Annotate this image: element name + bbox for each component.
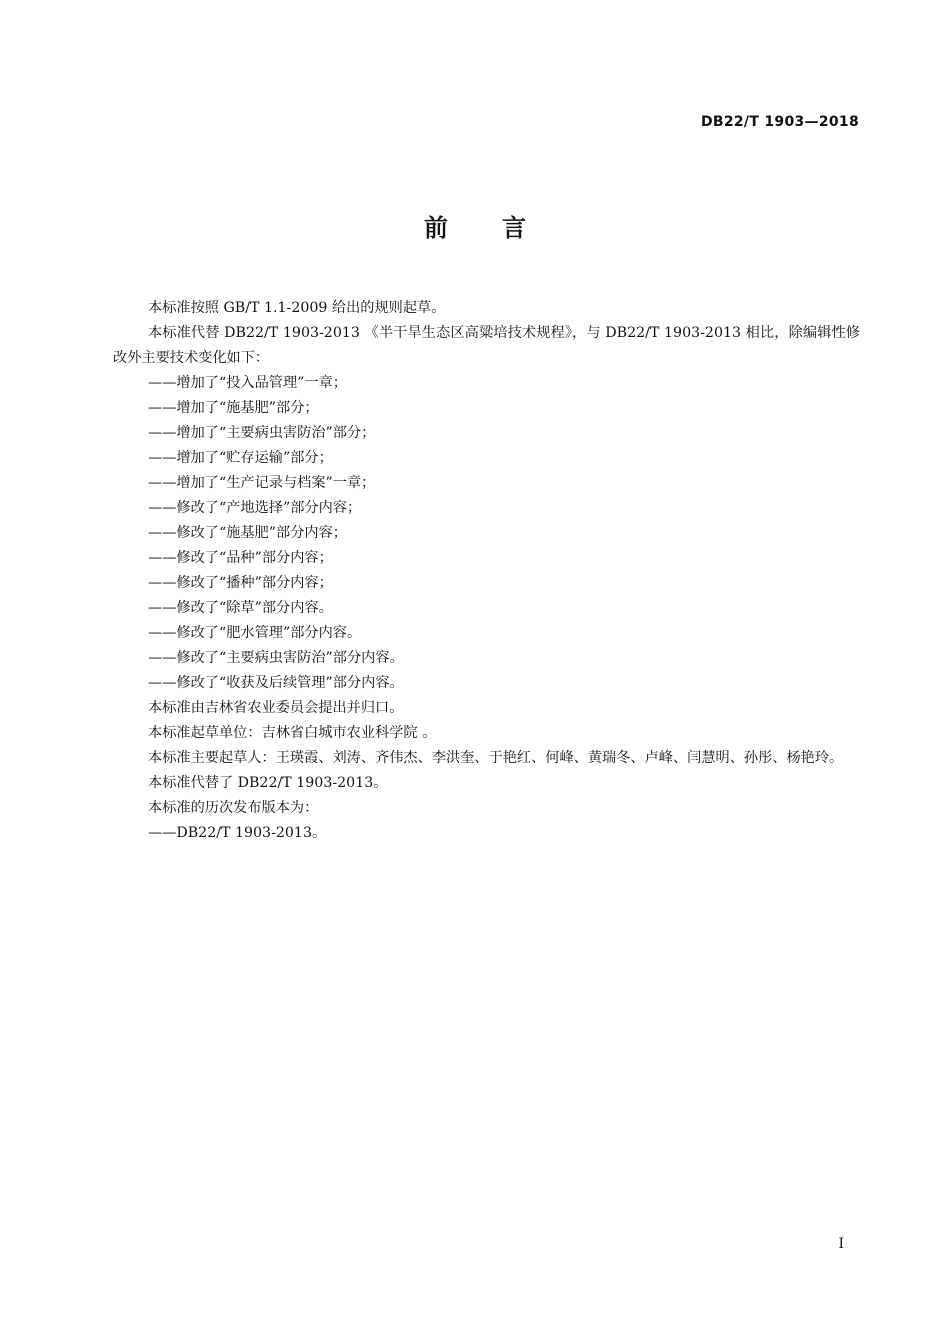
change-item: ——修改了“主要病虫害防治”部分内容。	[148, 650, 404, 666]
title-char-1: 前	[424, 214, 448, 242]
change-item: ——增加了“施基肥”部分；	[148, 400, 319, 416]
change-item: ——增加了“贮存运输”部分；	[148, 450, 333, 466]
change-item: ——修改了“播种”部分内容；	[148, 575, 333, 591]
page-title	[0, 208, 950, 243]
paragraph-drafting-rules: 本标准按照 GB/T 1.1-2009 给出的规则起草。	[148, 300, 446, 316]
standard-code: DB22/T 1903—2018	[700, 114, 859, 130]
paragraph-history-intro: 本标准的历次发布版本为：	[148, 800, 319, 816]
paragraph-proposer: 本标准由吉林省农业委员会提出并归口。	[148, 700, 404, 716]
change-item: ——修改了“收获及后续管理”部分内容。	[148, 675, 404, 691]
change-item: ——修改了“除草”部分内容。	[148, 600, 333, 616]
change-item: ——增加了“主要病虫害防治”部分；	[148, 425, 376, 441]
change-item: ——修改了“品种”部分内容；	[148, 550, 333, 566]
change-item: ——增加了“生产记录与档案”一章；	[148, 475, 376, 491]
change-item: ——增加了“投入品管理”一章；	[148, 375, 347, 391]
change-item: ——修改了“肥水管理”部分内容。	[148, 625, 362, 641]
paragraph-drafting-unit: 本标准起草单位：吉林省白城市农业科学院 。	[148, 725, 437, 741]
change-item: ——修改了“施基肥”部分内容；	[148, 525, 347, 541]
title-char-2: 言	[502, 214, 526, 242]
history-item: ——DB22/T 1903-2013。	[148, 825, 327, 841]
paragraph-replaces: 本标准代替了 DB22/T 1903-2013。	[148, 775, 388, 791]
change-item: ——修改了“产地选择”部分内容；	[148, 500, 362, 516]
page-number: I	[838, 1236, 844, 1252]
preface-body	[113, 296, 860, 846]
paragraph-replacement: 本标准代替 DB22/T 1903-2013 《半干旱生态区高粱培技术规程》，与 DB22/T 1903-2013 相比，除编辑性修改外主要技术变化如下：	[113, 325, 860, 366]
paragraph-drafters: 本标准主要起草人：王瑛霞、刘涛、齐伟杰、李洪奎、于艳红、何峰、黄瑞冬、卢峰、闫慧明、孙彤、杨艳玲。	[148, 750, 844, 766]
